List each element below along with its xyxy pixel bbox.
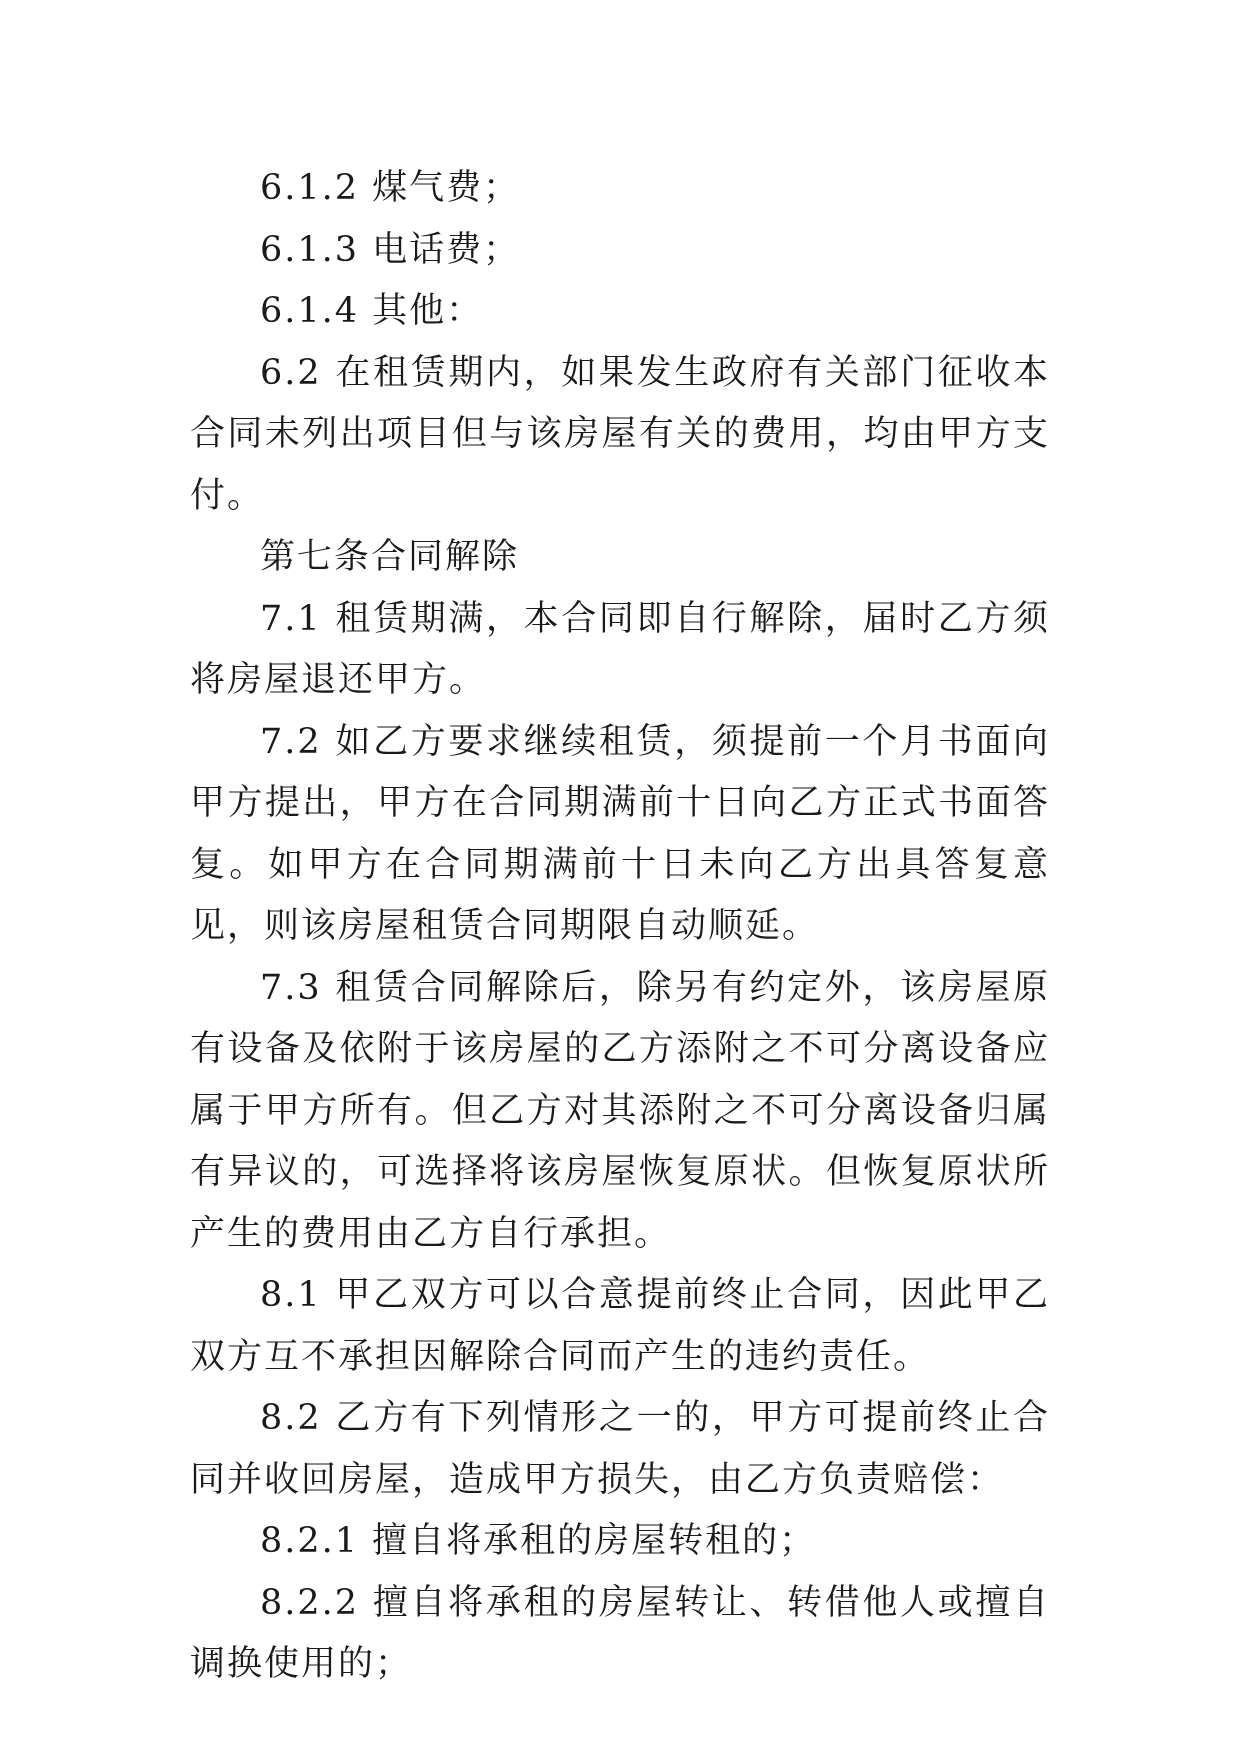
clause-7-1: 7.1 租赁期满，本合同即自行解除，届时乙方须将房屋退还甲方。	[190, 598, 1050, 700]
clause-6-2: 6.2 在租赁期内，如果发生政府有关部门征收本合同未列出项目但与该房屋有关的费用，均由甲方支付。	[190, 352, 1050, 516]
clause-8-2-2: 8.2.2 擅自将承租的房屋转让、转借他人或擅自调换使用的；	[190, 1582, 1050, 1684]
clause-7-2: 7.2 如乙方要求继续租赁，须提前一个月书面向甲方提出，甲方在合同期满前十日向乙方正式书面答复。如甲方在合同期满前十日未向乙方出具答复意见，则该房屋租赁合同期限自动顺延。	[190, 721, 1050, 946]
clause-6-1-4: 6.1.4 其他：	[260, 291, 484, 331]
clause-6-1-2: 6.1.2 煤气费；	[260, 168, 521, 208]
article-7-heading: 第七条合同解除	[260, 537, 520, 577]
document-body	[190, 158, 1050, 1696]
clause-8-2: 8.2 乙方有下列情形之一的，甲方可提前终止合同并收回房屋，造成甲方损失，由乙方负责赔偿：	[190, 1398, 1050, 1500]
clause-8-2-1: 8.2.1 擅自将承租的房屋转租的；	[260, 1521, 817, 1561]
clause-7-3: 7.3 租赁合同解除后，除另有约定外，该房屋原有设备及依附于该房屋的乙方添附之不可分离设备应属于甲方所有。但乙方对其添附之不可分离设备归属有异议的，可选择将该房屋恢复原状。但恢复原状所产生的费用由乙方自行承担。	[190, 967, 1050, 1254]
clause-6-1-3: 6.1.3 电话费；	[260, 229, 521, 270]
clause-8-1: 8.1 甲乙双方可以合意提前终止合同，因此甲乙双方互不承担因解除合同而产生的违约责任。	[190, 1275, 1050, 1377]
